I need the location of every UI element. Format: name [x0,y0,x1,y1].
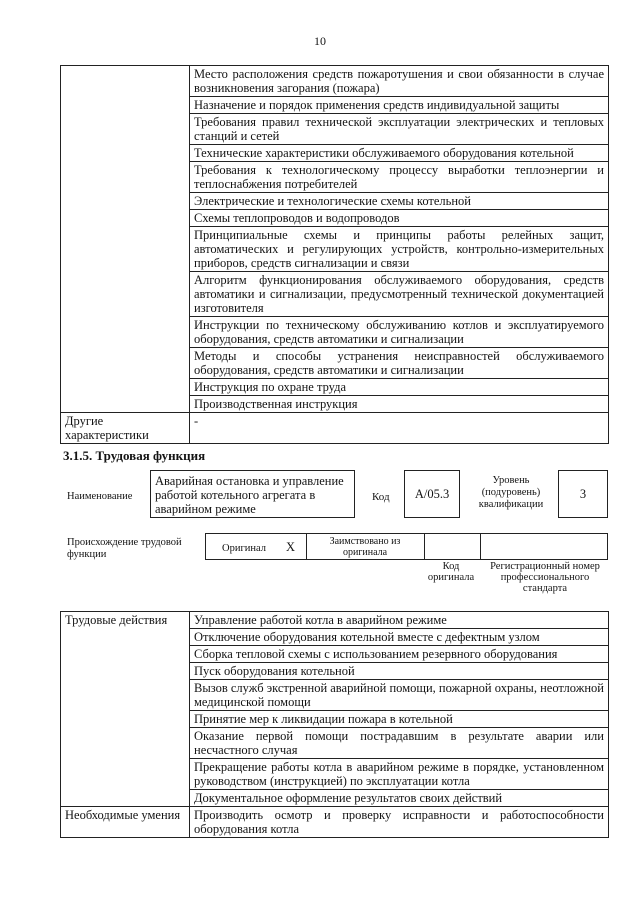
knowledge-item: Требования правил технической эксплуатации электрических и тепловых станций и сетей [190,114,609,145]
borrowed-label: Заимствовано из оригинала [329,536,401,558]
table-row [61,66,609,97]
labor-action-item: Отключение оборудования котельной вместе с дефектным узлом [190,629,609,646]
origin-divider [306,534,307,559]
original-label: Оригинал [222,543,266,554]
labor-action-item: Пуск оборудования котельной [190,663,609,680]
knowledge-item: Принципиальные схемы и принципы работы релейных защит, автоматических и регулирующих устройств, контрольно-измерительных приборов, средств сигнализации и связи [190,227,609,272]
labor-action-item: Принятие мер к ликвидации пожара в котельной [190,711,609,728]
code-label: Код [372,491,390,503]
knowledge-item: Назначение и порядок применения средств индивидуальной защиты [190,97,609,114]
labor-actions-label: Трудовые действия [61,612,190,807]
origin-divider [480,534,481,559]
knowledge-table [60,65,609,444]
other-characteristics-label: Другие характеристики [61,413,190,444]
origin-divider [424,534,425,559]
knowledge-item: Требования к технологическому процессу выработки теплоэнергии и теплоснабжения потребителей [190,162,609,193]
level-label: Уровень (подуровень) квалификации [478,475,544,510]
labor-actions-table [60,611,609,838]
knowledge-item: Алгоритм функционирования обслуживаемого оборудования, средств автоматики и сигнализации, предусмотренный технической документацией изготовителя [190,272,609,317]
row-label [61,66,190,413]
skills-label: Необходимые умения [61,807,190,838]
section-title: 3.1.5. Трудовая функция [63,448,206,463]
labor-action-item: Вызов служб экстренной аварийной помощи, пожарной охраны, неотложной медицинской помощи [190,680,609,711]
knowledge-item: Методы и способы устранения неисправностей обслуживаемого оборудования, средств автоматики и сигнализации [190,348,609,379]
knowledge-item: Инструкция по охране труда [190,379,609,396]
labor-action-item: Прекращение работы котла в аварийном режиме в порядке, установленном руководством (инструкцией) по эксплуатации котла [190,759,609,790]
page-number: 10 [314,34,326,48]
table-row [61,807,609,838]
other-characteristics-value: - [190,413,609,444]
function-name-box: Аварийная остановка и управление работой котельного агрегата в аварийном режиме [150,470,355,518]
labor-action-item: Оказание первой помощи пострадавшим в результате аварии или несчастного случая [190,728,609,759]
knowledge-item: Инструкции по техническому обслуживанию котлов и эксплуатируемого оборудования, средств автоматики и сигнализации [190,317,609,348]
code-value-box: A/05.3 [404,470,460,518]
origin-box [205,533,608,560]
labor-action-item: Управление работой котла в аварийном режиме [190,612,609,629]
code-origin-label: Код оригинала [427,561,475,583]
labor-action-item: Сборка тепловой схемы с использованием резервного оборудования [190,646,609,663]
table-row [61,413,609,444]
knowledge-item: Схемы теплопроводов и водопроводов [190,210,609,227]
knowledge-item: Производственная инструкция [190,396,609,413]
origin-label: Происхождение трудовой функции [67,537,182,560]
knowledge-item: Электрические и технологические схемы котельной [190,193,609,210]
original-mark: X [286,540,296,554]
labor-action-item: Документальное оформление результатов своих действий [190,790,609,807]
table-row [61,612,609,629]
knowledge-item: Место расположения средств пожаротушения и свои обязанности в случае возникновения загорания (пожара) [190,66,609,97]
knowledge-item: Технические характеристики обслуживаемого оборудования котельной [190,145,609,162]
name-label: Наименование [67,491,133,502]
level-value-box: 3 [558,470,608,518]
registration-number-label: Регистрационный номер профессионального стандарта [490,561,600,594]
skill-item: Производить осмотр и проверку исправности и работоспособности оборудования котла [190,807,609,838]
